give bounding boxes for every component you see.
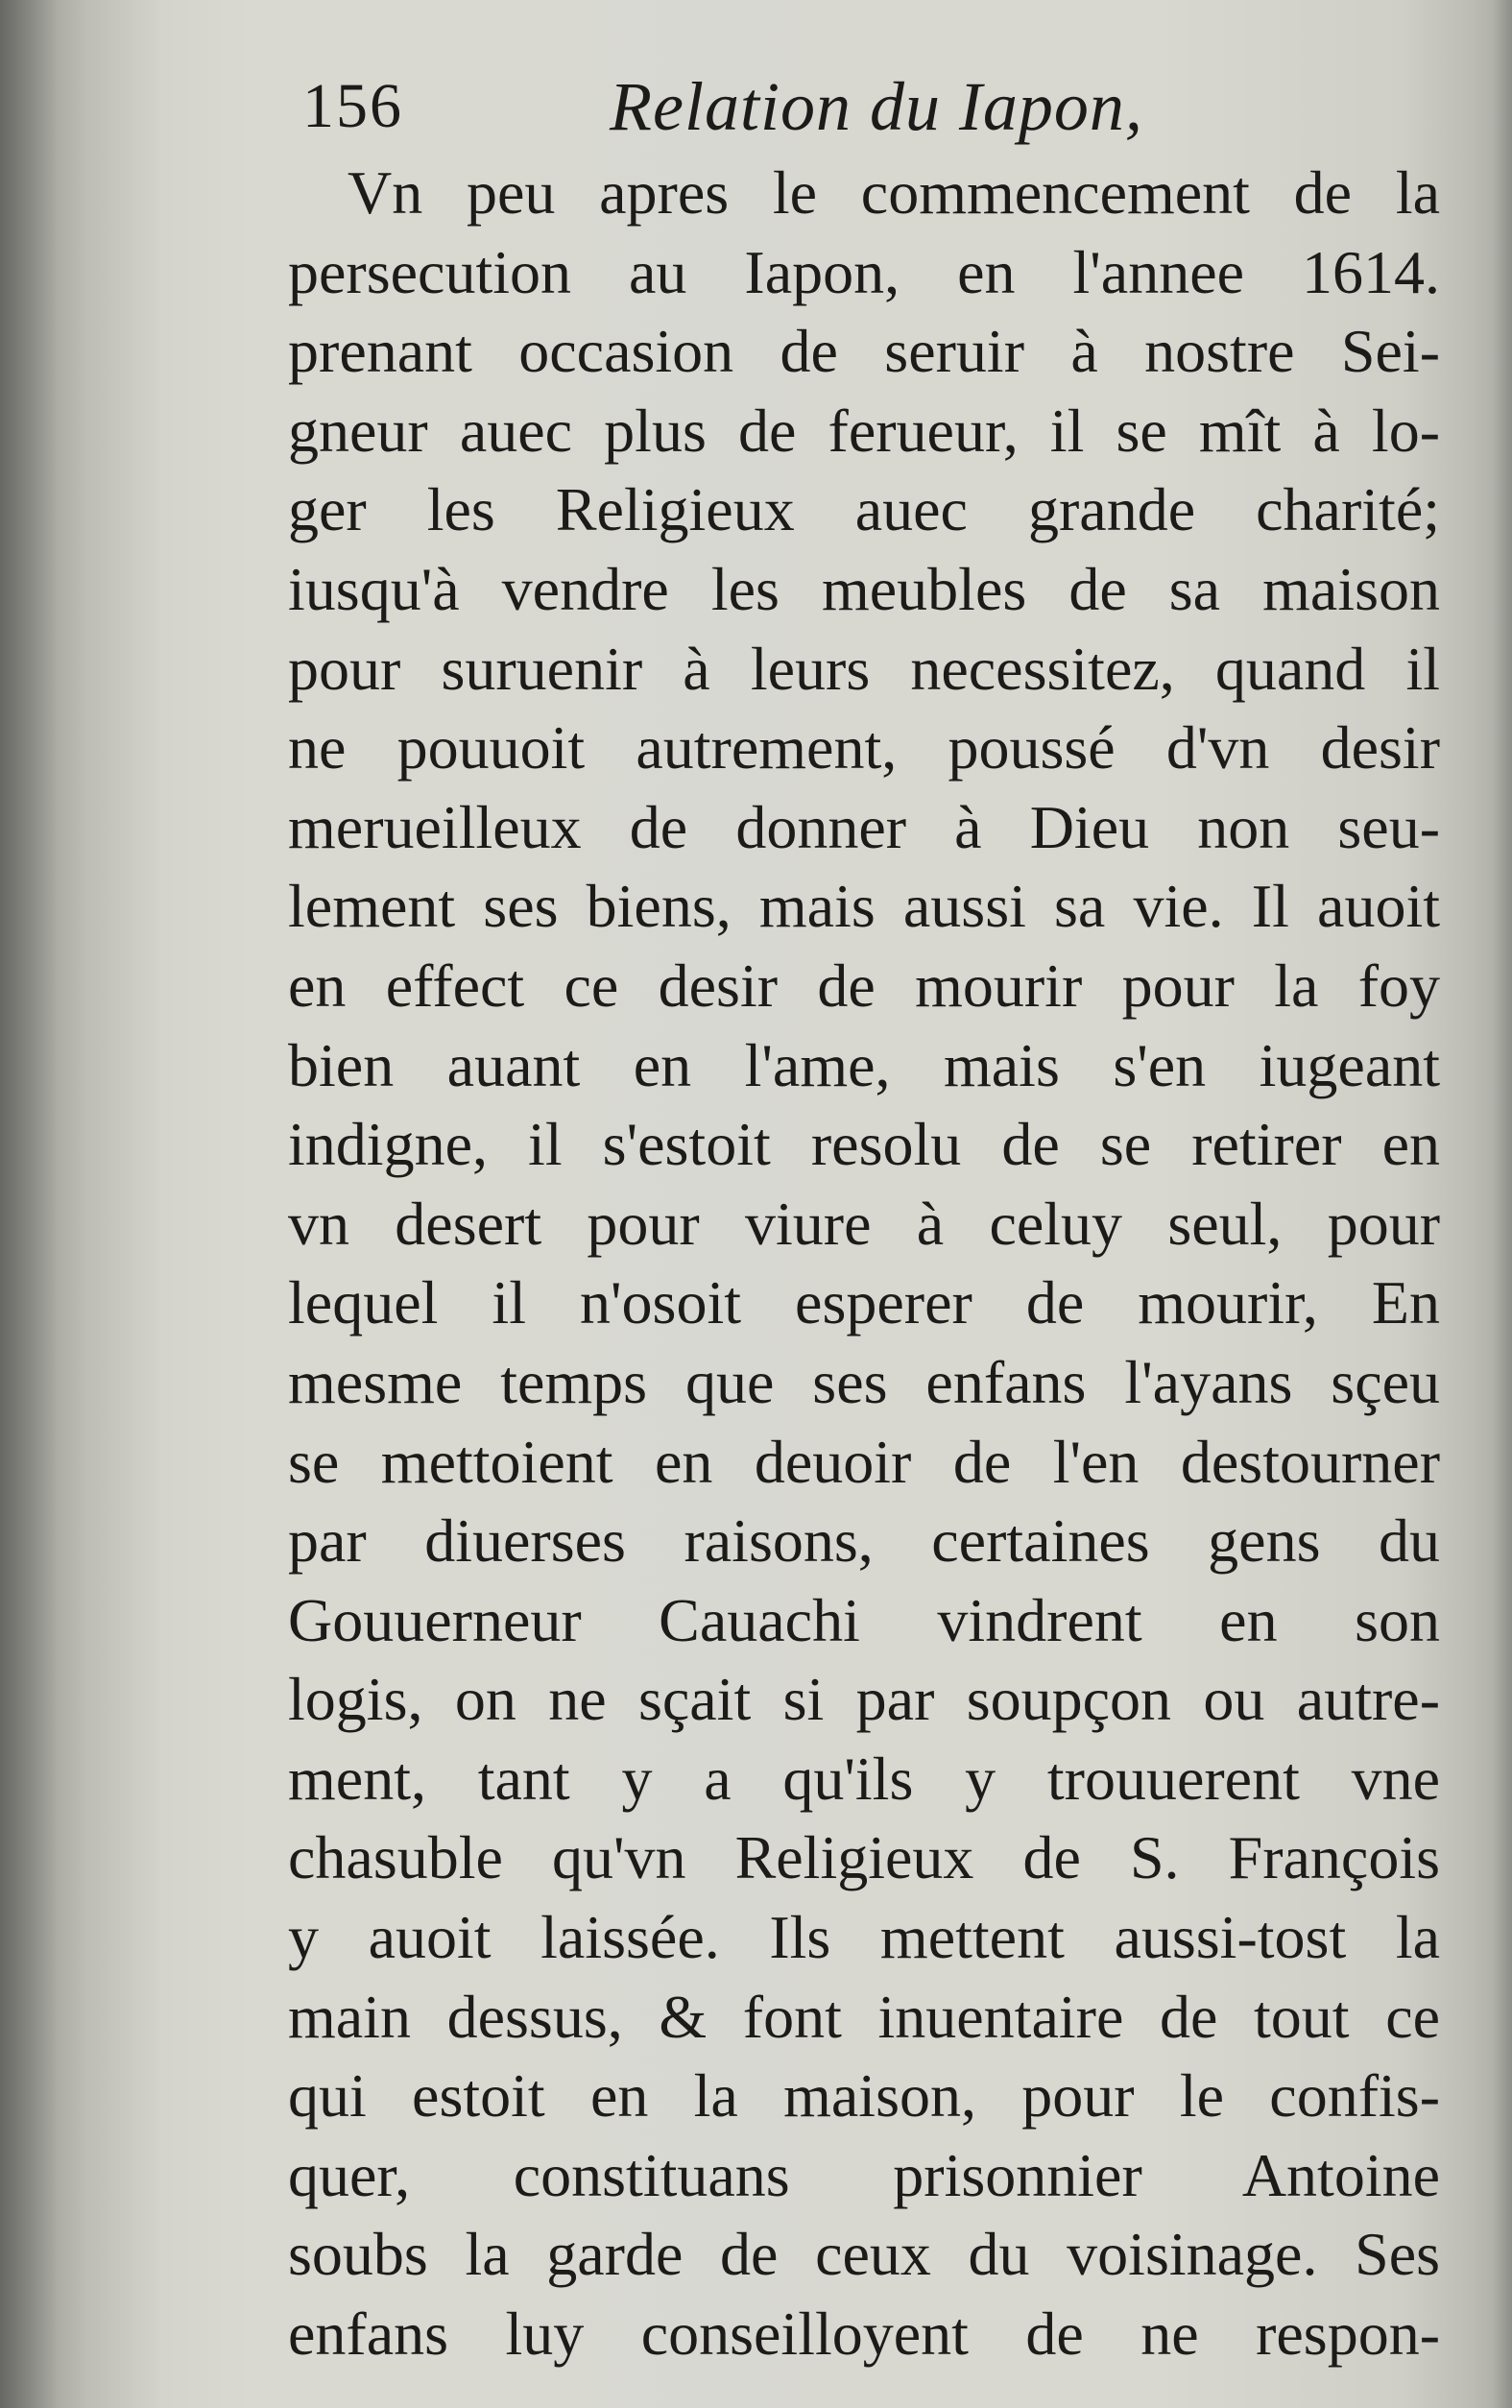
text-line: ment, tant y a qu'ils y trouuerent vne	[288, 1744, 1440, 1813]
text-line: mesme temps que ses enfans l'ayans sçeu	[288, 1347, 1440, 1416]
text-line: qui estoit en la maison, pour le confis-	[288, 2061, 1440, 2131]
text-line: se mettoient en deuoir de l'en destourner	[288, 1427, 1440, 1496]
text-line: quer, constituans prisonnier Antoine	[288, 2140, 1440, 2209]
text-line: chasuble qu'vn Religieux de S. François	[288, 1823, 1440, 1892]
text-line: gneur auec plus de ferueur, il se mît à lo-	[288, 396, 1440, 465]
text-line: Vn peu apres le commencement de la	[348, 158, 1440, 227]
text-line: persecution au Iapon, en l'annee 1614.	[288, 237, 1440, 306]
text-line: par diuerses raisons, certaines gens du	[288, 1506, 1440, 1576]
text-line: merueilleux de donner à Dieu non seu-	[288, 792, 1440, 861]
text-line: lement ses biens, mais aussi sa vie. Il auoit	[288, 872, 1440, 941]
text-line: enfans luy conseilloyent de ne respon-	[288, 2300, 1440, 2369]
text-line: pour suruenir à leurs necessitez, quand il	[288, 634, 1440, 703]
text-line: main dessus, & font inuentaire de tout ce	[288, 1982, 1440, 2051]
text-line: indigne, il s'estoit resolu de se retirer en	[288, 1110, 1440, 1179]
text-line: vn desert pour viure à celuy seul, pour	[288, 1189, 1440, 1258]
text-line: en effect ce desir de mourir pour la foy	[288, 951, 1440, 1020]
text-line: prenant occasion de seruir à nostre Sei-	[288, 317, 1440, 386]
text-line: y auoit laissée. Ils mettent aussi-tost la	[288, 1903, 1440, 1972]
text-line: ger les Religieux auec grande charité;	[288, 475, 1440, 544]
text-line: bien auant en l'ame, mais s'en iugeant	[288, 1030, 1440, 1099]
body-text	[288, 154, 1440, 2374]
text-line: lequel il n'osoit esperer de mourir, En	[288, 1268, 1440, 1337]
text-line: soubs la garde de ceux du voisinage. Ses	[288, 2220, 1440, 2289]
text-line: Gouuerneur Cauachi vindrent en son	[288, 1585, 1440, 1654]
running-title: Relation du Iapon,	[610, 68, 1143, 145]
text-line: iusqu'à vendre les meubles de sa maison	[288, 554, 1440, 623]
text-line: ne pouuoit autrement, poussé d'vn desir	[288, 713, 1440, 783]
text-line: logis, on ne sçait si par soupçon ou autre-	[288, 1665, 1440, 1734]
running-head	[302, 63, 1445, 150]
page-number: 156	[302, 71, 403, 141]
